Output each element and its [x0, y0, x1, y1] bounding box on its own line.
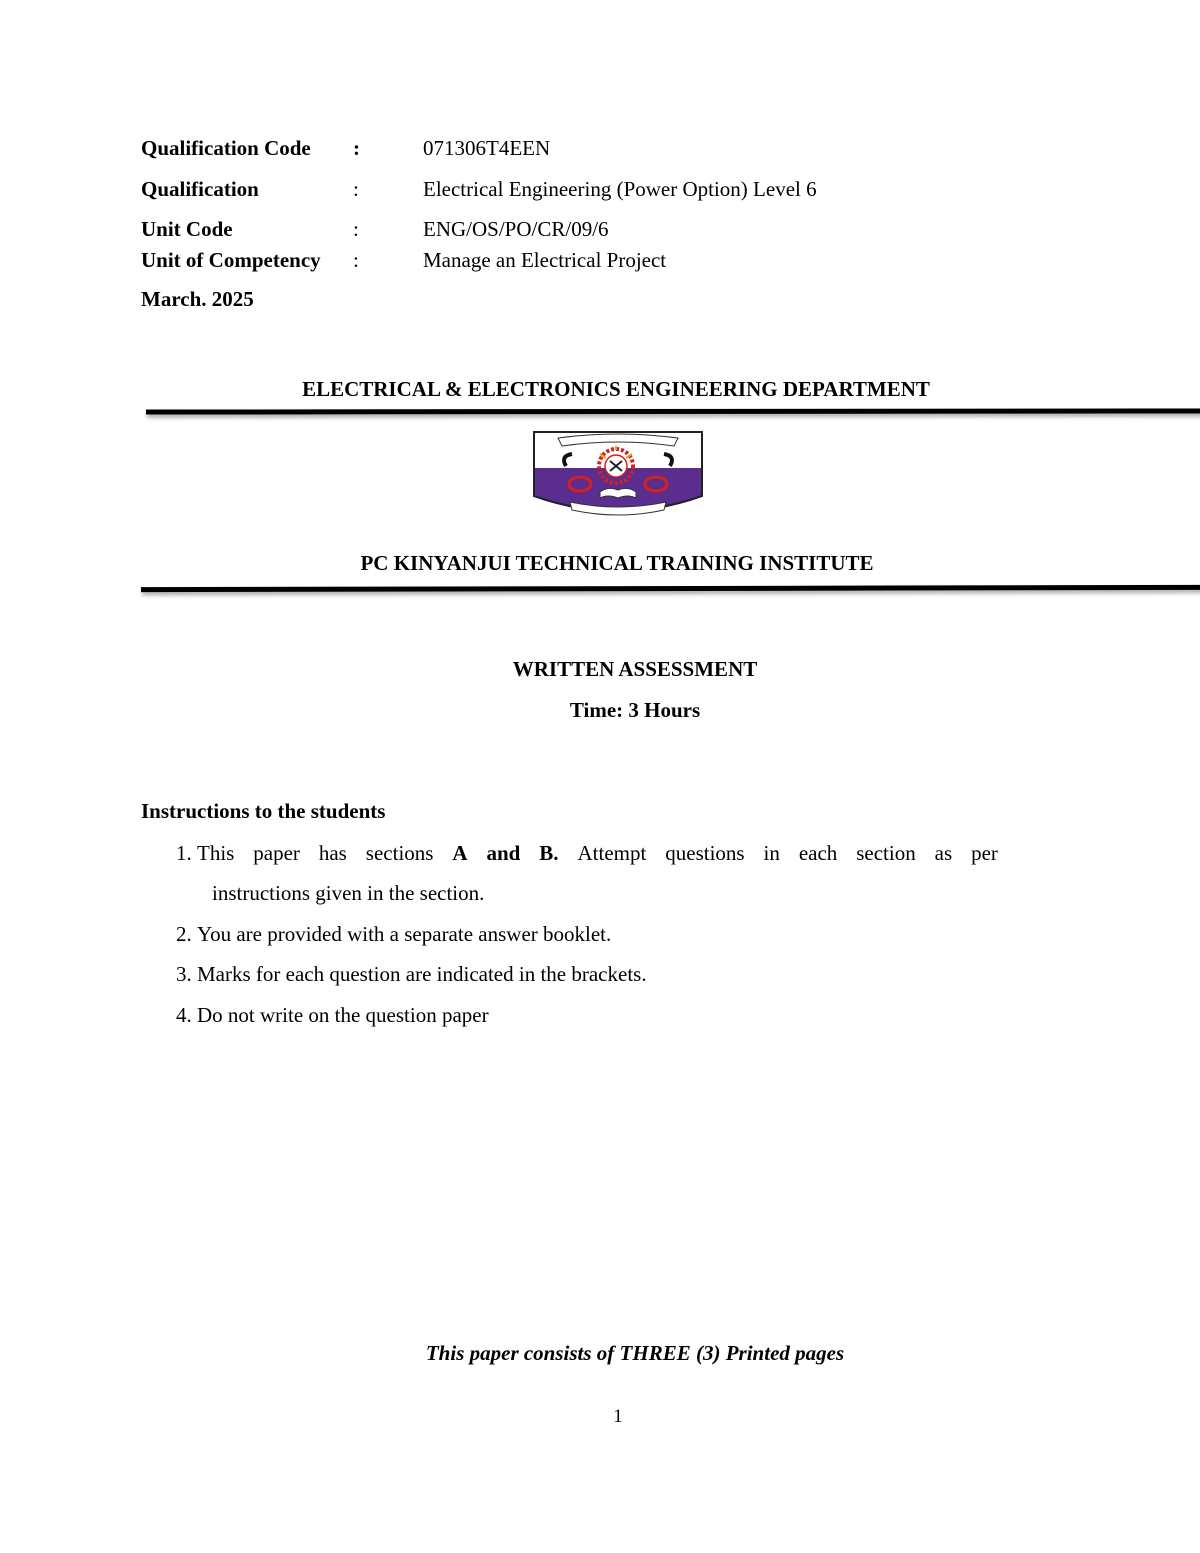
- unit-code-colon: :: [353, 217, 359, 241]
- unit-of-competency-colon: :: [353, 248, 359, 272]
- word-bold: and: [486, 841, 521, 865]
- unit-code-value: ENG/OS/PO/CR/09/6: [423, 217, 609, 241]
- word: Attempt: [577, 841, 647, 865]
- word-bold: B.: [539, 841, 559, 865]
- word: section: [856, 841, 916, 865]
- institute-crest-logo: [530, 428, 706, 524]
- qualification-code-value: 071306T4EEN: [423, 136, 551, 160]
- unit-of-competency-label: Unit of Competency: [141, 248, 321, 272]
- qualification-code-colon: :: [353, 136, 360, 160]
- word-bold: A: [452, 841, 468, 865]
- word: This: [197, 841, 235, 865]
- instruction-number: 4.: [176, 1003, 192, 1027]
- institute-name: PC KINYANJUI TECHNICAL TRAINING INSTITUTE: [360, 551, 874, 575]
- page-number: 1: [613, 1406, 623, 1427]
- instruction-text: Do not write on the question paper: [197, 1003, 489, 1027]
- word: per: [971, 841, 998, 865]
- word: in: [763, 841, 780, 865]
- word: paper: [253, 841, 300, 865]
- printed-pages-note: This paper consists of THREE (3) Printed pages: [425, 1341, 845, 1365]
- qualification-code-label: Qualification Code: [141, 136, 311, 160]
- instruction-number: 2.: [176, 922, 192, 946]
- bottom-divider: [141, 585, 1200, 592]
- word: each: [798, 841, 838, 865]
- word: has: [318, 841, 347, 865]
- qualification-label: Qualification: [141, 177, 259, 201]
- instruction-item-1-continuation: instructions given in the section.: [212, 881, 485, 905]
- instruction-number: 3.: [176, 962, 192, 986]
- exam-date: March. 2025: [141, 287, 254, 311]
- instructions-heading: Instructions to the students: [141, 799, 386, 823]
- instruction-text-line: [197, 840, 998, 866]
- top-divider: [146, 408, 1200, 414]
- word: sections: [365, 841, 434, 865]
- unit-of-competency-value: Manage an Electrical Project: [423, 248, 667, 272]
- instruction-number: 1.: [176, 841, 192, 865]
- department-name: ELECTRICAL & ELECTRONICS ENGINEERING DEPARTMENT: [302, 377, 930, 401]
- assessment-title: WRITTEN ASSESSMENT: [512, 657, 758, 681]
- qualification-colon: :: [353, 177, 359, 201]
- word: questions: [665, 841, 745, 865]
- qualification-value: Electrical Engineering (Power Option) Level 6: [423, 177, 817, 201]
- instruction-text: You are provided with a separate answer booklet.: [197, 922, 612, 946]
- unit-code-label: Unit Code: [141, 217, 233, 241]
- assessment-time: Time: 3 Hours: [569, 698, 701, 722]
- word: as: [934, 841, 953, 865]
- instruction-text: Marks for each question are indicated in the brackets.: [197, 962, 647, 986]
